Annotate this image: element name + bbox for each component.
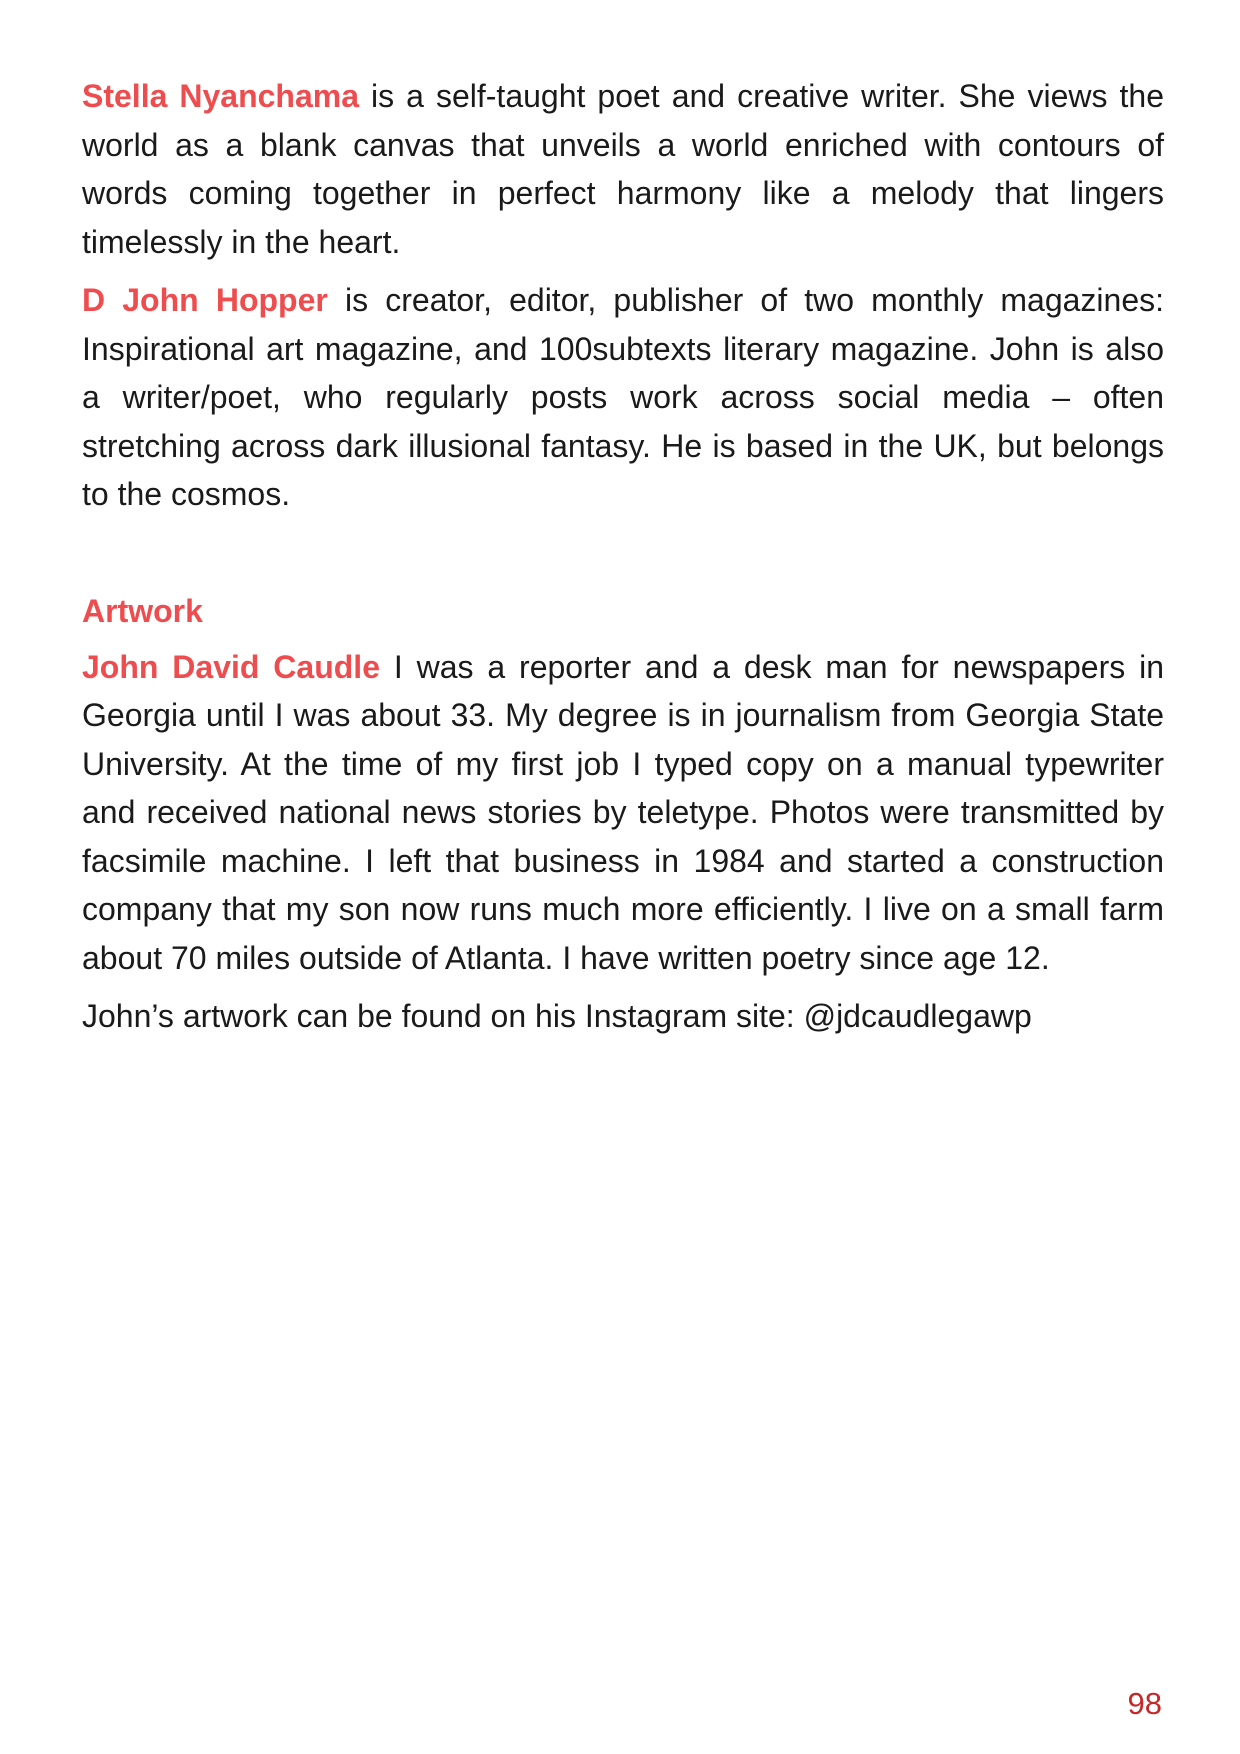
contributor-bio-text: is a self-taught poet and creative writer. She views the world as a blank canvas that unveils a world enriched with contours of words coming together in perfect harmony like a melody that lingers timelessly in the heart. [82,78,1165,260]
contributor-bio-text: is creator, editor, publisher of two monthly magazines: Inspirational art magazine, and 100subtexts literary magazine. John is also a writer/poet, who regularly posts work across social media – often stretching across dark illusional fantasy. He is based in the UK, but belongs to the cosmos. [82,282,1165,512]
bio-stella-nyanchama [82,72,1164,266]
contributor-name: D John Hopper [82,282,328,318]
contributor-name: John David Caudle [82,648,380,685]
contributor-bio-text: I was a reporter and a desk man for newspapers in Georgia until I was about 33. My degree is in journalism from Georgia State University. At the time of my first job I typed copy on a manual typewriter and received national news stories by teletype. Photos were transmitted by facsimile machine. I left that business in 1984 and started a construction company that my son now runs much more efficiently. I live on a small farm about 70 miles outside of Atlanta. I have written poetry since age 12. [82,648,1165,976]
instagram-note: John’s artwork can be found on his Instagram site: @jdcaudlegawp [82,998,1032,1034]
bio-d-john-hopper [82,276,1164,519]
bio-john-david-caudle [82,643,1164,983]
page-number: 98 [1127,1686,1162,1721]
contributors-page [82,72,1164,1040]
artwork-heading: Artwork [82,592,203,629]
contributor-name: Stella Nyanchama [82,78,360,114]
